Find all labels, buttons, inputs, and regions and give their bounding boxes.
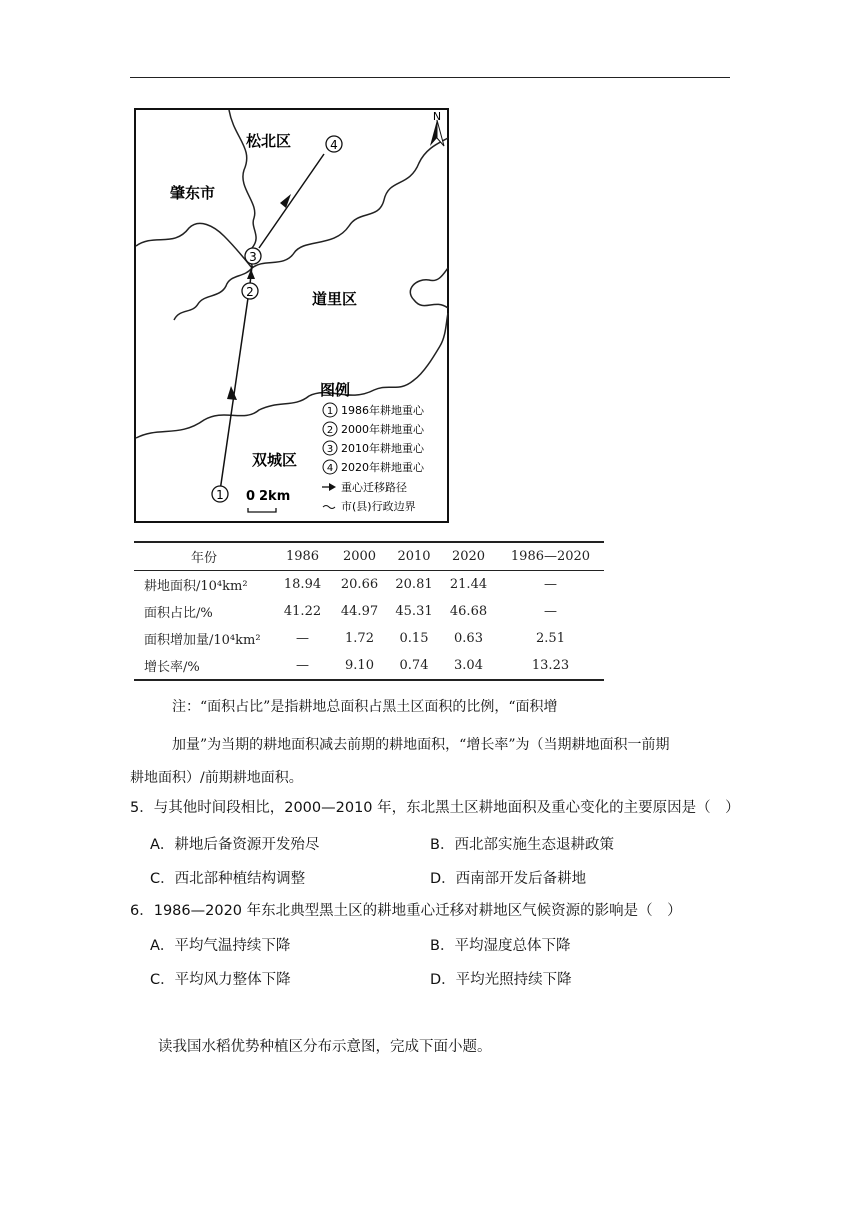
question-5-stem: 5．与其他时间段相比，2000—2010 年，东北黑土区耕地面积及重心变化的主要原因是（ ） xyxy=(130,800,740,816)
table-cell: 21.44 xyxy=(449,577,488,592)
table-row xyxy=(134,598,604,625)
table-cell: 2.51 xyxy=(536,631,565,646)
table-cell: 44.97 xyxy=(340,604,379,619)
legend-item-2020: 2020年耕地重心 xyxy=(341,461,424,474)
svg-text:3: 3 xyxy=(326,444,334,455)
svg-text:4: 4 xyxy=(326,463,334,474)
table-cell: — xyxy=(296,658,309,673)
table-cell: 1.72 xyxy=(345,631,374,646)
centroid-migration-map xyxy=(134,108,449,523)
q6-option-c[interactable]: C．平均风力整体下降 xyxy=(150,972,291,988)
header-1986-2020: 1986—2020 xyxy=(510,549,591,564)
header-2000: 2000 xyxy=(342,549,377,564)
table-cell: 18.94 xyxy=(283,577,322,592)
legend-item-path: 重心迁移路径 xyxy=(341,481,407,494)
row-label: 耕地面积/10⁴km² xyxy=(144,579,248,594)
q5-option-d[interactable]: D．西南部开发后备耕地 xyxy=(430,871,587,887)
q6-option-d[interactable]: D．平均光照持续下降 xyxy=(430,972,572,988)
district-songbei: 松北区 xyxy=(246,132,292,150)
table-cell: 9.10 xyxy=(345,658,374,673)
table-cell: 41.22 xyxy=(283,604,322,619)
district-zhaodong: 肇东市 xyxy=(170,184,216,202)
note-line-1: 注：“面积占比”是指耕地总面积占黑土区面积的比例，“面积增 xyxy=(172,699,558,715)
svg-text:2km: 2km xyxy=(259,489,291,504)
svg-text:1: 1 xyxy=(326,406,334,417)
row-label: 面积增加量/10⁴km² xyxy=(144,633,261,648)
table-cell: — xyxy=(544,604,557,619)
table-cell: 0.15 xyxy=(399,631,429,646)
table-cell: 0.74 xyxy=(399,658,429,673)
legend-item-2010: 2010年耕地重心 xyxy=(341,442,424,455)
table-cell: 3.04 xyxy=(454,658,483,673)
table-cell: — xyxy=(544,577,557,592)
q5-option-c[interactable]: C．西北部种植结构调整 xyxy=(150,871,306,887)
svg-text:0: 0 xyxy=(246,489,256,504)
centroid-2000-label: 2 xyxy=(246,285,254,299)
legend-item-1986: 1986年耕地重心 xyxy=(341,404,424,417)
svg-text:N: N xyxy=(432,110,442,123)
table-cell: — xyxy=(296,631,309,646)
legend-title: 图例 xyxy=(320,381,351,399)
q6-option-b[interactable]: B．平均湿度总体下降 xyxy=(430,938,571,954)
centroid-2020-label: 4 xyxy=(330,138,338,152)
table-cell: 46.68 xyxy=(449,604,488,619)
table-header-row xyxy=(134,542,604,571)
header-1986: 1986 xyxy=(285,549,320,564)
section-intro: 读我国水稻优势种植区分布示意图，完成下面小题。 xyxy=(158,1039,492,1055)
row-label: 面积占比/% xyxy=(144,606,213,621)
note-line-2: 加量”为当期的耕地面积减去前期的耕地面积，“增长率”为（当期耕地面积一前期 xyxy=(172,737,670,753)
table-cell: 45.31 xyxy=(395,604,433,619)
legend-item-boundary: 市(县)行政边界 xyxy=(341,500,416,513)
table-cell: 20.66 xyxy=(340,577,379,592)
q5-option-b[interactable]: B．西北部实施生态退耕政策 xyxy=(430,837,614,853)
q5-option-a[interactable]: A．耕地后备资源开发殆尽 xyxy=(150,837,320,853)
centroid-1986-label: 1 xyxy=(216,488,224,502)
table-row xyxy=(134,571,604,599)
table-cell: 0.63 xyxy=(454,631,483,646)
question-6-stem: 6．1986—2020 年东北典型黑土区的耕地重心迁移对耕地区气候资源的影响是（ ） xyxy=(130,903,682,919)
row-label: 增长率/% xyxy=(144,660,200,675)
header-2020: 2020 xyxy=(451,549,486,564)
header-year: 年份 xyxy=(190,551,217,566)
district-shuangcheng: 双城区 xyxy=(252,451,298,469)
table-cell: 20.81 xyxy=(395,577,433,592)
svg-text:2: 2 xyxy=(326,425,334,436)
table-cell: 13.23 xyxy=(531,658,570,673)
header-2010: 2010 xyxy=(397,549,431,564)
table-row xyxy=(134,652,604,680)
note-line-3: 耕地面积）/前期耕地面积。 xyxy=(130,770,303,786)
centroid-2010-label: 3 xyxy=(249,250,257,264)
legend-item-2000: 2000年耕地重心 xyxy=(341,423,424,436)
district-daoli: 道里区 xyxy=(312,290,358,308)
table-row xyxy=(134,625,604,652)
farmland-data-table xyxy=(134,541,604,681)
q6-option-a[interactable]: A．平均气温持续下降 xyxy=(150,938,291,954)
header-rule xyxy=(130,77,730,78)
